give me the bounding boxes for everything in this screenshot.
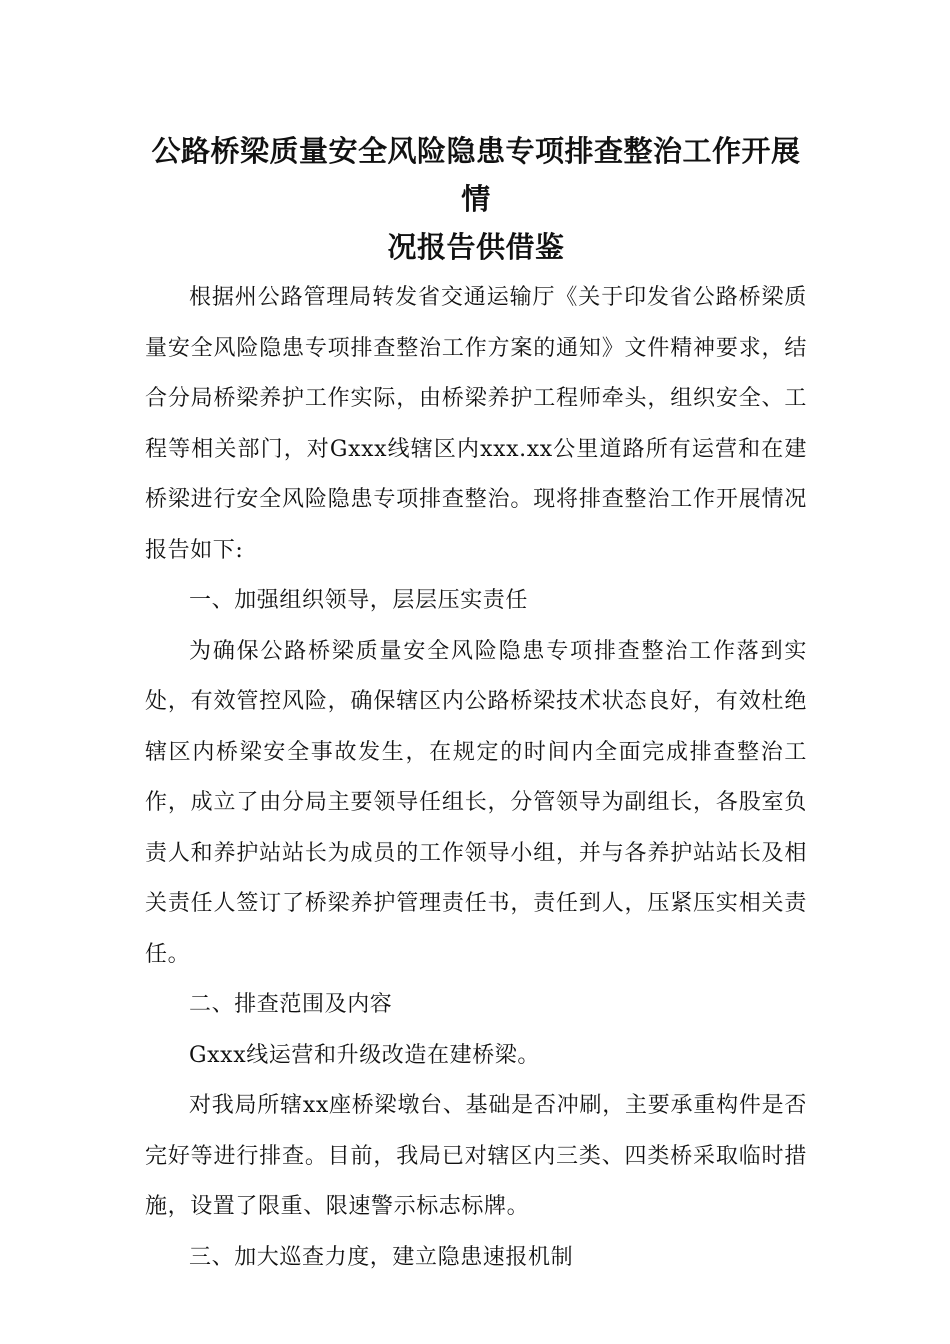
section-2-paragraph-content: 对我局所辖xx座桥梁墩台、基础是否冲刷，主要承重构件是否完好等进行排查。目前，我局已对辖区内三类、四类桥采取临时措施，设置了限重、限速警示标志标牌。	[145, 1093, 807, 1219]
section-heading-3: 三、加大巡查力度，建立隐患速报机制	[189, 1244, 574, 1270]
document-title-line-1: 公路桥梁质量安全风险隐患专项排查整治工作开展情	[151, 134, 801, 216]
document-title-line-2: 况报告供借鉴	[387, 230, 565, 264]
section-2-paragraph-scope: Gxxx线运营和升级改造在建桥梁。	[189, 1042, 540, 1068]
intro-paragraph: 根据州公路管理局转发省交通运输厅《关于印发省公路桥梁质量安全风险隐患专项排查整治工作方案的通知》文件精神要求，结合分局桥梁养护工作实际，由桥梁养护工程师牵头，组织安全、工程等相关部门，对Gxxx线辖区内xxx.xx公里道路所有运营和在建桥梁进行安全风险隐患专项排查整治。现将排查整治工作开展情况报告如下:	[145, 285, 807, 563]
section-heading-1: 一、加强组织领导，层层压实责任	[189, 588, 529, 613]
document-title	[145, 127, 807, 271]
section-heading-2: 二、排查范围及内容	[189, 992, 393, 1017]
section-1-paragraph: 为确保公路桥梁质量安全风险隐患专项排查整治工作落到实处，有效管控风险，确保辖区内公路桥梁技术状态良好，有效杜绝辖区内桥梁安全事故发生，在规定的时间内全面完成排查整治工作，成立了由分局主要领导任组长，分管领导为副组长，各股室负责人和养护站站长为成员的工作领导小组，并与各养护站站长及相关责任人签订了桥梁养护管理责任书，责任到人，压紧压实相关责任。	[145, 638, 807, 967]
